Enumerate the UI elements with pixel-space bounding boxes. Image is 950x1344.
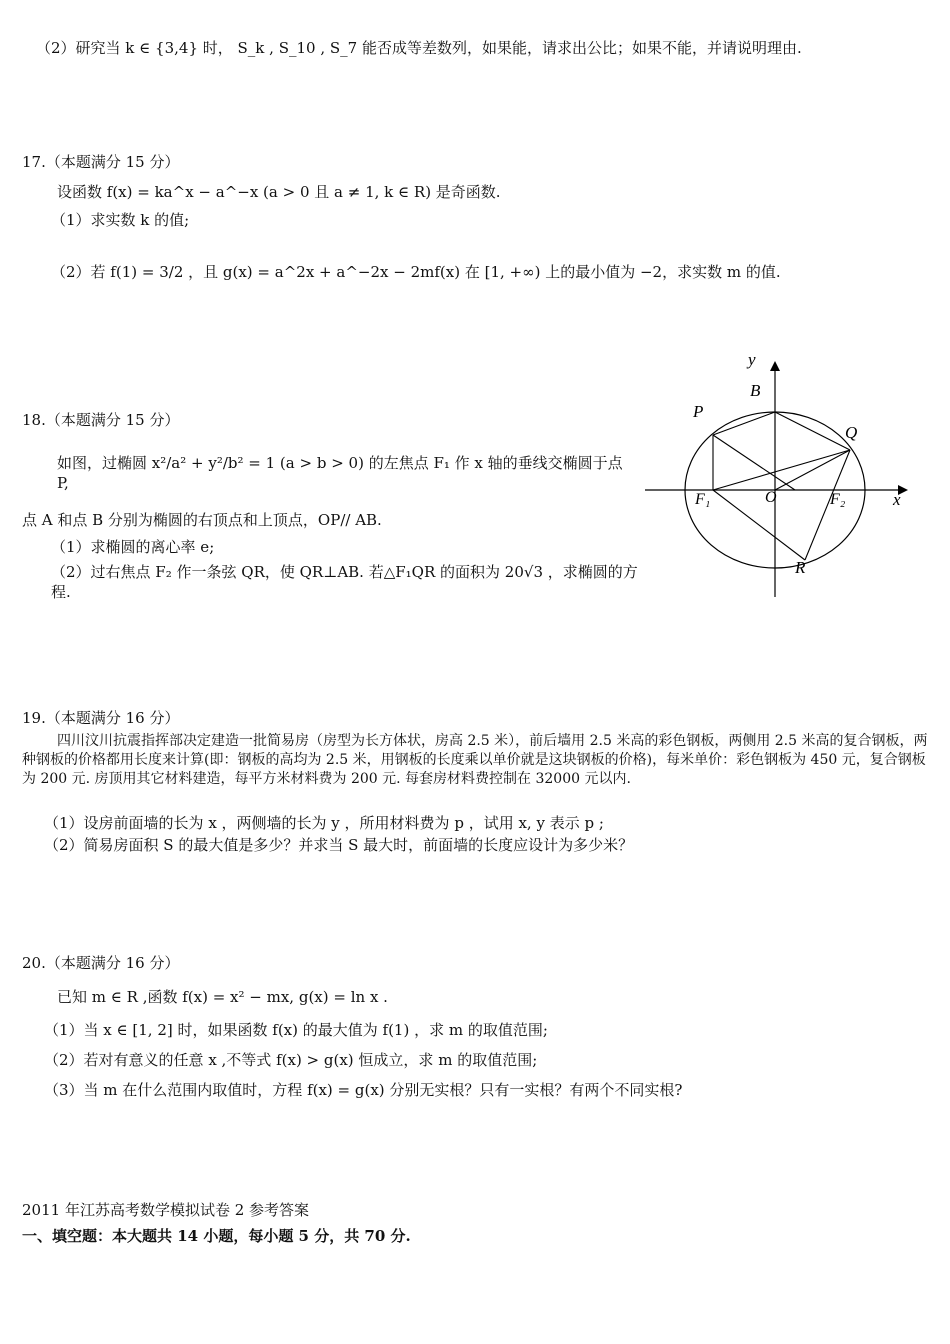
segment-PB <box>713 412 775 435</box>
q20-part2: （2）若对有意义的任意 x ,不等式 f(x) > g(x) 恒成立，求 m 的取值范围; <box>44 1051 538 1069</box>
q18-intro2: 点 A 和点 B 分别为椭圆的右顶点和上顶点，OP// AB. <box>22 511 382 529</box>
segment-OQ <box>775 450 850 490</box>
q20-part3: （3）当 m 在什么范围内取值时，方程 f(x) = g(x) 分别无实根？只有一实根？有两个不同实根? <box>44 1081 683 1099</box>
label-O: O <box>765 489 777 506</box>
label-F2: F₂ <box>830 491 846 508</box>
q18-header: 18.（本题满分 15 分） <box>22 411 180 429</box>
segment-F1R <box>713 490 805 560</box>
answers-title: 2011 年江苏高考数学模拟试卷 2 参考答案 <box>22 1201 310 1219</box>
segment-F1Q <box>713 450 850 490</box>
q17-part2: （2）若 f(1) = 3/2 ，且 g(x) = a^2x + a^−2x − 2mf(x) 在 [1, +∞) 上的最小值为 −2，求实数 m 的值. <box>51 263 781 281</box>
q18-intro: 如图，过椭圆 x²/a² + y²/b² = 1 (a > b > 0) 的左焦点 F₁ 作 x 轴的垂线交椭圆于点 P, <box>57 454 623 492</box>
q17-intro: 设函数 f(x) = ka^x − a^−x (a > 0 且 a ≠ 1, k ∈ R) 是奇函数. <box>57 183 501 201</box>
q18-part2: （2）过右焦点 F₂ 作一条弦 QR，使 QR⊥AB. 若△F₁QR 的面积为 20√3 ，求椭圆的方程. <box>51 563 638 601</box>
label-B: B <box>750 381 761 400</box>
q16-part2: （2）研究当 k ∈ {3,4} 时， S_k , S_10 , S_7 能否成等差数列，如果能，请求出公比；如果不能，并请说明理由. <box>36 39 802 57</box>
segment-BQ <box>775 412 850 450</box>
label-y: y <box>748 350 756 369</box>
q17-header: 17.（本题满分 15 分） <box>22 153 180 171</box>
q20-header: 20.（本题满分 16 分） <box>22 954 180 972</box>
q19-body: 四川汶川抗震指挥部决定建造一批简易房（房型为长方体状，房高 2.5 米），前后墙用 2.5 米高的彩色钢板，两侧用 2.5 米高的复合钢板，两种钢板的价格都用长度来计算(即：钢板的高均为 2.5 米，用钢板的长度乘以单价就是这块钢板的价格)，每米单价：彩色钢板为 450 元，复合钢板为 200 元. 房顶用其它材料建造，每平方米材料费为 200 元. 每套房材料费控制在 32000 元以内. <box>22 733 928 787</box>
label-F1: F₁ <box>695 491 711 508</box>
q19-header: 19.（本题满分 16 分） <box>22 709 180 727</box>
q17-part1: （1）求实数 k 的值; <box>51 211 190 229</box>
answers-section1: 一、填空题：本大题共 14 小题，每小题 5 分，共 70 分. <box>22 1227 411 1245</box>
label-Q: Q <box>845 423 858 442</box>
q20-intro: 已知 m ∈ R ,函数 f(x) = x² − mx, g(x) = ln x . <box>57 988 388 1006</box>
q19-part2: （2）简易房面积 S 的最大值是多少？并求当 S 最大时，前面墙的长度应设计为多少米？ <box>44 836 634 854</box>
q19-part1: （1）设房前面墙的长为 x ，两侧墙的长为 y ，所用材料费为 p ，试用 x, y 表示 p ; <box>44 814 604 832</box>
q20-part1: （1）当 x ∈ [1, 2] 时，如果函数 f(x) 的最大值为 f(1) ，求 m 的取值范围; <box>44 1021 548 1039</box>
label-R: R <box>795 558 806 577</box>
segment-PO <box>713 435 795 490</box>
y-axis-arrow <box>770 361 780 371</box>
label-P: P <box>693 402 704 421</box>
label-x: x <box>893 490 901 509</box>
ellipse-figure <box>640 345 915 605</box>
q18-part1: （1）求椭圆的离心率 e; <box>51 538 215 556</box>
